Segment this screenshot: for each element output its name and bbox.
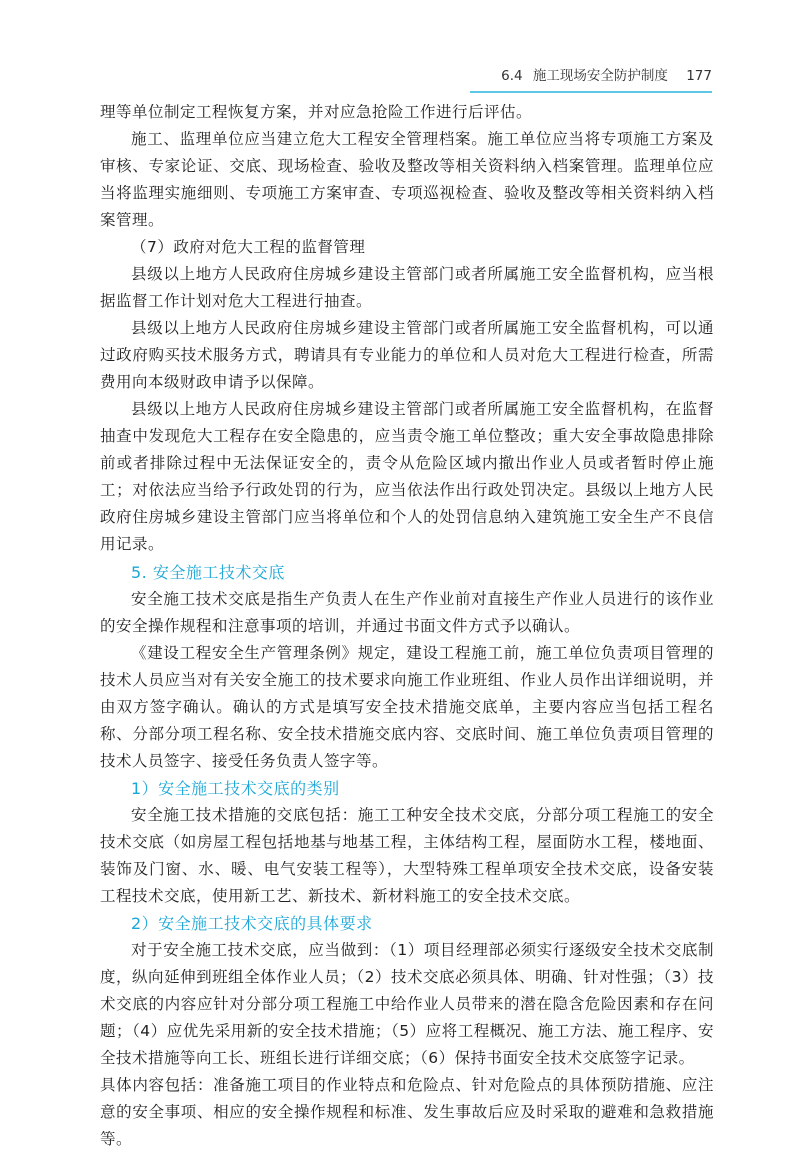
running-header bbox=[0, 64, 712, 84]
paragraph-purchase-service: 县级以上地方人民政府住房城乡建设主管部门或者所属施工安全监督机构，可以通过政府购买技术服务方式，聘请具有专业能力的单位和人员对危大工程进行检查，所需费用向本级财政申请予以保障。 bbox=[100, 319, 714, 391]
section-number: 6.4 bbox=[501, 68, 523, 84]
paragraph-continuation: 理等单位制定工程恢复方案，并对应急抢险工作进行后评估。 bbox=[100, 103, 533, 121]
paragraph-categories: 安全施工技术措施的交底包括：施工工种安全技术交底，分部分项工程施工的安全技术交底（如房屋工程包括地基与地基工程，主体结构工程，屋面防水工程，楼地面、装饰及门窗、水、暖、电气安装工程等），大型特殊工程单项安全技术交底，设备安装工程技术交底，使用新工艺、新技术、新材料施工的安全技术交底。 bbox=[100, 806, 714, 905]
paragraph-requirements: 对于安全施工技术交底，应当做到：（1）项目经理部必须实行逐级安全技术交底制度，纵向延伸到班组全体作业人员；（2）技术交底必须具体、明确、针对性强；（3）技术交底的内容应针对分部分项工程施工中给作业人员带来的潜在隐含危险因素和存在问题；（4）应优先采用新的安全技术措施；（5）应将工程概况、施工方法、施工程序、安全技术措施等向工长、班组长进行详细交底；（6）保持书面安全技术交底签字记录。 bbox=[100, 941, 714, 1067]
paragraph-regulation: 《建设工程安全生产管理条例》规定，建设工程施工前，施工单位负责项目管理的技术人员应当对有关安全施工的技术要求向施工作业班组、作业人员作出详细说明，并由双方签字确认。确认的方式是填写安全技术措施交底单，主要内容应当包括工程名称、分部分项工程名称、安全技术措施交底内容、交底时间、施工单位负责项目管理的技术人员签字、接受任务负责人签字等。 bbox=[100, 644, 714, 770]
paragraph-specific-content: 具体内容包括：准备施工项目的作业特点和危险点、针对危险点的具体预防措施、应注意的安全事项、相应的安全操作规程和标准、发生事故后应及时采取的避难和急救措施等。 bbox=[100, 1076, 714, 1148]
paragraph-archives: 施工、监理单位应当建立危大工程安全管理档案。施工单位应当将专项施工方案及审核、专家论证、交底、现场检查、验收及整改等相关资料纳入档案管理。监理单位应当将监理实施细则、专项施工方案审查、专项巡视检查、验收及整改等相关资料纳入档案管理。 bbox=[100, 130, 714, 229]
body-text bbox=[100, 99, 714, 1153]
page-number: 177 bbox=[686, 68, 712, 84]
heading-categories: 1）安全施工技术交底的类别 bbox=[131, 779, 340, 798]
heading-requirements: 2）安全施工技术交底的具体要求 bbox=[131, 914, 373, 933]
paragraph-spot-check: 县级以上地方人民政府住房城乡建设主管部门或者所属施工安全监督机构，应当根据监督工作计划对危大工程进行抽查。 bbox=[100, 265, 714, 310]
paragraph-definition: 安全施工技术交底是指生产负责人在生产作业前对直接生产作业人员进行的该作业的安全操作规程和注意事项的培训，并通过书面文件方式予以确认。 bbox=[100, 590, 714, 635]
heading-section-5: 5. 安全施工技术交底 bbox=[131, 563, 285, 582]
header-rule bbox=[470, 91, 712, 93]
section-title: 施工现场安全防护制度 bbox=[532, 68, 668, 84]
subsection-7-title: （7）政府对危大工程的监督管理 bbox=[131, 238, 366, 256]
paragraph-rectification: 县级以上地方人民政府住房城乡建设主管部门或者所属施工安全监督机构，在监督抽查中发现危大工程存在安全隐患的，应当责令施工单位整改；重大安全事故隐患排除前或者排除过程中无法保证安全的，责令从危险区域内撤出作业人员或者暂时停止施工；对依法应当给予行政处罚的行为，应当依法作出行政处罚决定。县级以上地方人民政府住房城乡建设主管部门应当将单位和个人的处罚信息纳入建筑施工安全生产不良信用记录。 bbox=[100, 400, 714, 553]
